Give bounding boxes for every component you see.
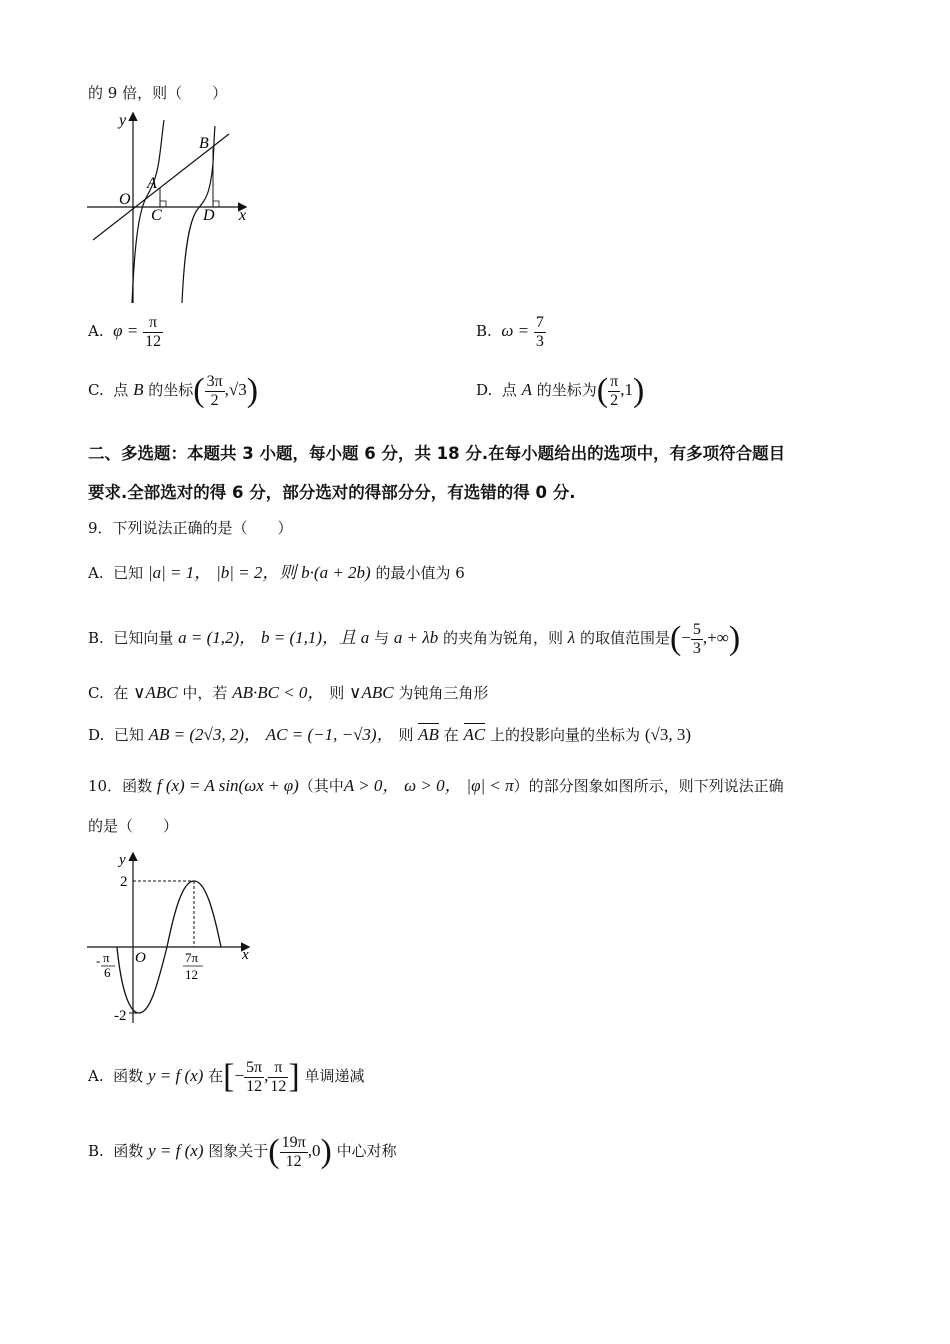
x-tick-right-num: 7π <box>185 950 199 965</box>
origin-label-2: O <box>135 950 146 966</box>
section-header-line2: 要求.全部选对的得 6 分，部分选对的得部分分，有选错的得 0 分. <box>88 483 576 502</box>
section-header-line1: 二、多选题：本题共 3 小题，每小题 6 分，共 18 分.在每小题给出的选项中，有多项符合题目 <box>88 444 786 463</box>
x-tick-left-minus: - <box>96 953 101 968</box>
x-axis-label-2: x <box>242 947 249 963</box>
figure-tangent-graph <box>85 108 255 308</box>
x-tick-right-den: 12 <box>185 967 198 982</box>
option-b[interactable]: B. ω = $\frac{7}{3}$ <box>476 314 544 350</box>
origin-label: O <box>119 191 131 208</box>
x-axis-label: x <box>239 207 247 224</box>
point-c-label: C <box>151 207 162 224</box>
q9-option-d[interactable]: D. 已知 AB = (2√3, 2)， AC = (−1, −√3)， 则 AB 在 AC 上的投影向量的坐标为 (√3, 3) <box>88 725 691 744</box>
question-stem-tail: 的 9 倍，则（ ） <box>88 84 228 102</box>
y-max-label: 2 <box>120 874 128 890</box>
y-min-label: -2 <box>114 1008 127 1024</box>
figure-sine-graph <box>85 848 260 1028</box>
q10-option-a[interactable]: A. 函数 y = f (x) 在[− $\frac{5\pi}{12}$ , $\frac{\pi}{12}$ ] 单调递减 <box>88 1058 365 1095</box>
q9-option-c[interactable]: C. 在 ∨ABC 中，若 AB·BC < 0， 则 ∨ABC 为钝角三角形 <box>88 683 489 702</box>
point-d-label: D <box>203 207 215 224</box>
x-tick-left-num: π <box>103 950 110 965</box>
option-d[interactable]: D. 点 A 的坐标为( $\frac{\pi}{2}$ ,1) <box>476 372 645 409</box>
q9-stem: 9．下列说法正确的是（ ） <box>88 519 293 537</box>
y-axis-label: y <box>119 112 127 129</box>
option-c[interactable]: C. 点 B 的坐标( $\frac{3\pi}{2}$ ,√3) <box>88 372 259 409</box>
q10-stem-line1: 10．函数 f (x) = A sin(ωx + φ)（其中A > 0， ω > 0， |φ| < π）的部分图象如图所示，则下列说法正确 <box>88 776 784 795</box>
y-axis-label-2: y <box>119 852 126 868</box>
q9-option-b[interactable]: B. 已知向量 a = (1,2)， b = (1,1)，且 a 与 a + λb 的夹角为锐角，则 λ 的取值范围是(− $\frac{5}{3}$ ,+∞) <box>88 620 741 657</box>
q9-option-a[interactable]: A. 已知 |a| = 1， |b| = 2，则 b·(a + 2b) 的最小值为 6 <box>88 563 465 582</box>
point-a-label: A <box>147 175 157 192</box>
option-a[interactable]: A. φ = $\frac{\pi}{12}$ <box>88 314 162 350</box>
point-b-label: B <box>199 135 209 152</box>
q10-option-b[interactable]: B. 函数 y = f (x) 图象关于( $\frac{19\pi}{12}$ ,0) 中心对称 <box>88 1133 397 1170</box>
x-tick-left-den: 6 <box>104 965 111 980</box>
q10-stem-line2: 的是（ ） <box>88 817 179 835</box>
